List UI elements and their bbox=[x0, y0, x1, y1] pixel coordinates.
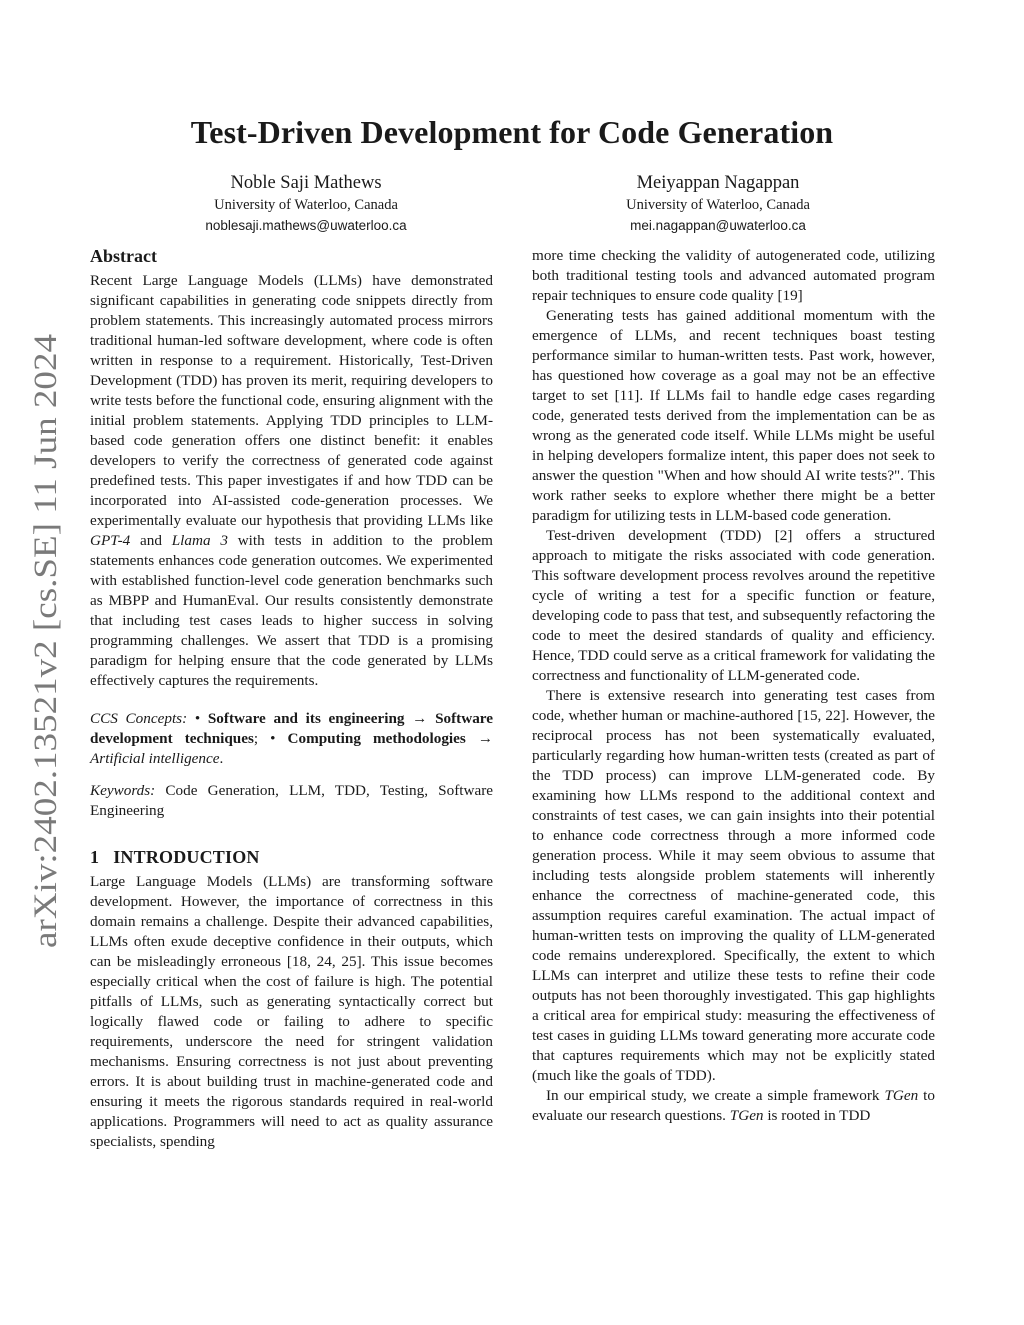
ccs-separator: ; • bbox=[253, 730, 288, 747]
keywords-label: Keywords: bbox=[90, 782, 156, 799]
ccs-end: . bbox=[219, 750, 224, 767]
ccs-bullet: • bbox=[187, 710, 208, 727]
arxiv-identifier-stamp bbox=[18, 330, 70, 950]
keywords-text: Code Generation, LLM, TDD, Testing, Software Engineering bbox=[90, 782, 493, 819]
arxiv-stamp-svg bbox=[18, 330, 70, 950]
section-title: INTRODUCTION bbox=[113, 847, 260, 867]
intro-paragraph-3: Test-driven development (TDD) [2] offers a structured approach to mitigate the risks associated with code generation. This software development process revolves around the repetitive cycle of writing a test for a specific function or feature, developing code to pass that test, and subsequently refactoring the code to meet the desired standards of quality and efficiency. Hence, TDD could serve as a critical framework for validating the correctness and functionality of LLM-generated code. bbox=[532, 527, 935, 684]
section-number: 1 bbox=[90, 847, 100, 867]
author-email[interactable]: mei.nagappan@uwaterloo.ca bbox=[630, 218, 806, 233]
intro-paragraph-2: Generating tests has gained additional momentum with the emergence of LLMs, and recent techniques boast testing performance similar to human-written tests. Past work, however, has questioned how coverage as a goal may not be an effective target to set [11]. If LLMs fail to handle edge cases regarding code, generated tests derived from the implementation can be as wrong as the generated code itself. While LLMs might be useful in helping developers formalize intent, this paper does not seek to answer the question "When and how should AI write tests?". This work rather seeks to explore whether there might be a better paradigm for utilizing tests in LLM-based code generation. bbox=[532, 307, 935, 524]
ccs-arrow: → bbox=[465, 730, 493, 747]
arxiv-stamp-text: arXiv:2402.13521v2 [cs.SE] 11 Jun 2024 bbox=[28, 401, 64, 948]
model-name-llama3: Llama 3 bbox=[171, 532, 228, 549]
left-column bbox=[90, 244, 493, 1152]
abstract-and: and bbox=[130, 532, 172, 549]
author-block-1 bbox=[136, 172, 476, 236]
intro-paragraph-1-continued: more time checking the validity of autogenerated code, utilizing both traditional testing tools and advanced automated program repair techniques to ensure code quality [19] bbox=[532, 247, 935, 304]
abstract-text-1: Recent Large Language Models (LLMs) have demonstrated significant capabilities in generating code snippets directly from problem statements. This increasingly automated process mirrors traditional human-led software development, where code is often written in response to a requirement. Historically, Test-Driven Development (TDD) has proven its merit, requiring developers to write tests before the functional code, ensuring alignment with the initial problem statements. Applying TDD principles to LLM-based code generation offers one distinct benefit: it enables developers to verify the correctness of generated code against predefined tests. This paper investigates if and how TDD can be incorporated into AI-assisted code-generation processes. We experimentally evaluate our hypothesis that providing LLMs like bbox=[90, 272, 493, 529]
section-heading-introduction bbox=[90, 845, 493, 869]
right-column bbox=[532, 246, 935, 1126]
ccs-term-2: Software development techniques bbox=[90, 710, 494, 747]
ccs-term-3: Computing methodologies bbox=[287, 730, 466, 747]
abstract-text-2: with tests in addition to the problem statements enhances code generation outcomes. We experimented with established function-level code generation benchmarks such as MBPP and HumanEval. Our results consistently demonstrate that including test cases leads to higher success in solving programming challenges. We assert that TDD is a promising paradigm for helping ensure that the code generated by LLMs effectively captures the requirements. bbox=[90, 532, 493, 689]
framework-name-tgen: TGen bbox=[884, 1087, 919, 1104]
author-affiliation: University of Waterloo, Canada bbox=[626, 197, 810, 213]
author-name: Meiyappan Nagappan bbox=[636, 173, 800, 193]
ccs-term-1: Software and its engineering bbox=[207, 710, 405, 727]
intro-paragraph-5 bbox=[532, 1086, 935, 1126]
para5-text-a: In our empirical study, we create a simple framework bbox=[546, 1087, 885, 1104]
intro-paragraph-4: There is extensive research into generating test cases from code, whether human or machine-authored [15, 22]. However, the reciprocal process has not been systematically evaluated, particularly regarding how human-written tests (created as part of the TDD process) can improve LLM-generated code. By examining how LLMs respond to the additional context and constraints of test cases, we can gain insights into their potential to enhance code correctness through a more informed code generation process. While it may seem obvious to assume that including tests alongside problem statements will inherently enhance the correctness of machine-generated code, this assumption requires careful examination. The actual impact of human-written tests on improving the quality of LLM-generated code remains underexplored. Specifically, the extent to which LLMs can interpret and utilize these tests to refine their code outputs has not been thoroughly investigated. This gap highlights a critical area for empirical study: measuring the effectiveness of test cases in guiding LLMs toward generating more accurate code that captures requirements which may not be explicitly stated (much like the goals of TDD). bbox=[532, 687, 935, 1084]
ccs-label: CCS Concepts: bbox=[90, 710, 188, 727]
model-name-gpt4: GPT-4 bbox=[90, 532, 131, 549]
paper-title: Test-Driven Development for Code Generation bbox=[190, 114, 834, 150]
keywords bbox=[90, 781, 493, 821]
para5-text-c: is rooted in TDD bbox=[763, 1107, 871, 1124]
ccs-term-4: Artificial intelligence bbox=[90, 750, 220, 767]
author-block-2 bbox=[548, 172, 888, 236]
ccs-arrow: → bbox=[404, 710, 436, 727]
ccs-concepts bbox=[90, 709, 493, 769]
framework-name-tgen: TGen bbox=[729, 1107, 764, 1124]
abstract-paragraph bbox=[90, 271, 493, 691]
intro-paragraph-1: Large Language Models (LLMs) are transforming software development. However, the importance of correctness in this domain remains a challenge. Despite their advanced capabilities, LLMs often exude deceptive confidence in their outputs, which can be misleadingly erroneous [18, 24, 25]. This issue becomes especially critical when the cost of failure is high. The potential pitfalls of LLMs, such as generating syntactically correct but logically flawed code or failing to adhere to specific requirements, underscore the need for stringent validation mechanisms. Ensuring correctness is not just about preventing errors. It is about building trust in machine-generated code and ensuring it meets the rigorous standards required in real-world applications. Programmers will need to act as quality assurance specialists, spending bbox=[90, 873, 493, 1150]
abstract-heading: Abstract bbox=[90, 246, 157, 266]
author-email[interactable]: noblesaji.mathews@uwaterloo.ca bbox=[205, 218, 407, 233]
author-affiliation: University of Waterloo, Canada bbox=[214, 197, 398, 213]
para5-text-b: to evaluate our research questions. bbox=[532, 1087, 935, 1124]
author-name: Noble Saji Mathews bbox=[230, 173, 382, 193]
